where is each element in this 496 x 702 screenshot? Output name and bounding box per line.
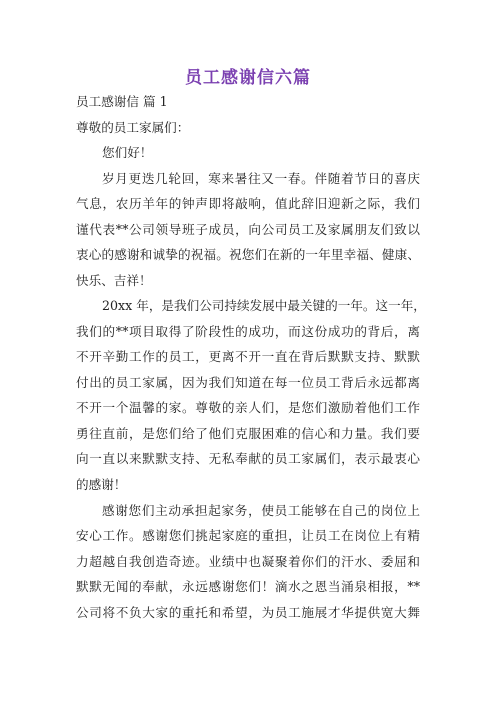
salutation: 尊敬的员工家属们： [76, 120, 190, 135]
paragraph-line: 公司将不负大家的重托和希望，为员工施展才华提供宽大舞 [76, 605, 420, 620]
greeting: 您们好！ [102, 145, 153, 160]
paragraph-line: 快乐、吉祥！ [76, 273, 152, 288]
paragraph-line: 气息，农历羊年的钟声即将敲响，值此辞旧迎新之际，我们 [76, 196, 420, 211]
paragraph-line: 勇往直前，是您们给了他们克服困难的信心和力量。我们要 [76, 426, 420, 441]
paragraph-line: 20xx 年，是我们公司持续发展中最关键的一年。这一年， [102, 298, 426, 313]
paragraph-line: 感谢您们主动承担起家务，使员工能够在自己的岗位上 [102, 503, 420, 518]
document-title: 员工感谢信六篇 [185, 68, 311, 88]
paragraph-line: 默默无闻的奉献，永远感谢您们！滴水之恩当涌泉相报，** [76, 579, 420, 594]
paragraph-line: 力超越自我创造奇迹。业绩中也凝聚着你们的汗水、委屈和 [76, 554, 420, 569]
paragraph-line: 谨代表**公司领导班子成员，向公司员工及家属朋友们致以 [76, 222, 420, 237]
paragraph-line: 岁月更迭几轮回，寒来暑往又一春。伴随着节日的喜庆 [102, 171, 420, 186]
paragraph-line: 安心工作。感谢您们挑起家庭的重担，让员工在岗位上有精 [76, 528, 420, 543]
section-subtitle: 员工感谢信 篇 1 [76, 94, 168, 109]
paragraph-line: 不开辛勤工作的员工，更离不开一直在背后默默支持、默默 [76, 349, 420, 364]
paragraph-line: 不开一个温馨的家。尊敬的亲人们，是您们激励着他们工作 [76, 400, 420, 415]
paragraph-line: 衷心的感谢和诚挚的祝福。祝您们在新的一年里幸福、健康、 [76, 247, 420, 262]
paragraph-line: 向一直以来默默支持、无私奉献的员工家属们，表示最衷心 [76, 451, 420, 466]
paragraph-line: 我们的**项目取得了阶段性的成功，而这份成功的背后，离 [76, 324, 420, 339]
paragraph-line: 的感谢！ [76, 477, 127, 492]
paragraph-line: 付出的员工家属，因为我们知道在每一位员工背后永远都离 [76, 375, 420, 390]
